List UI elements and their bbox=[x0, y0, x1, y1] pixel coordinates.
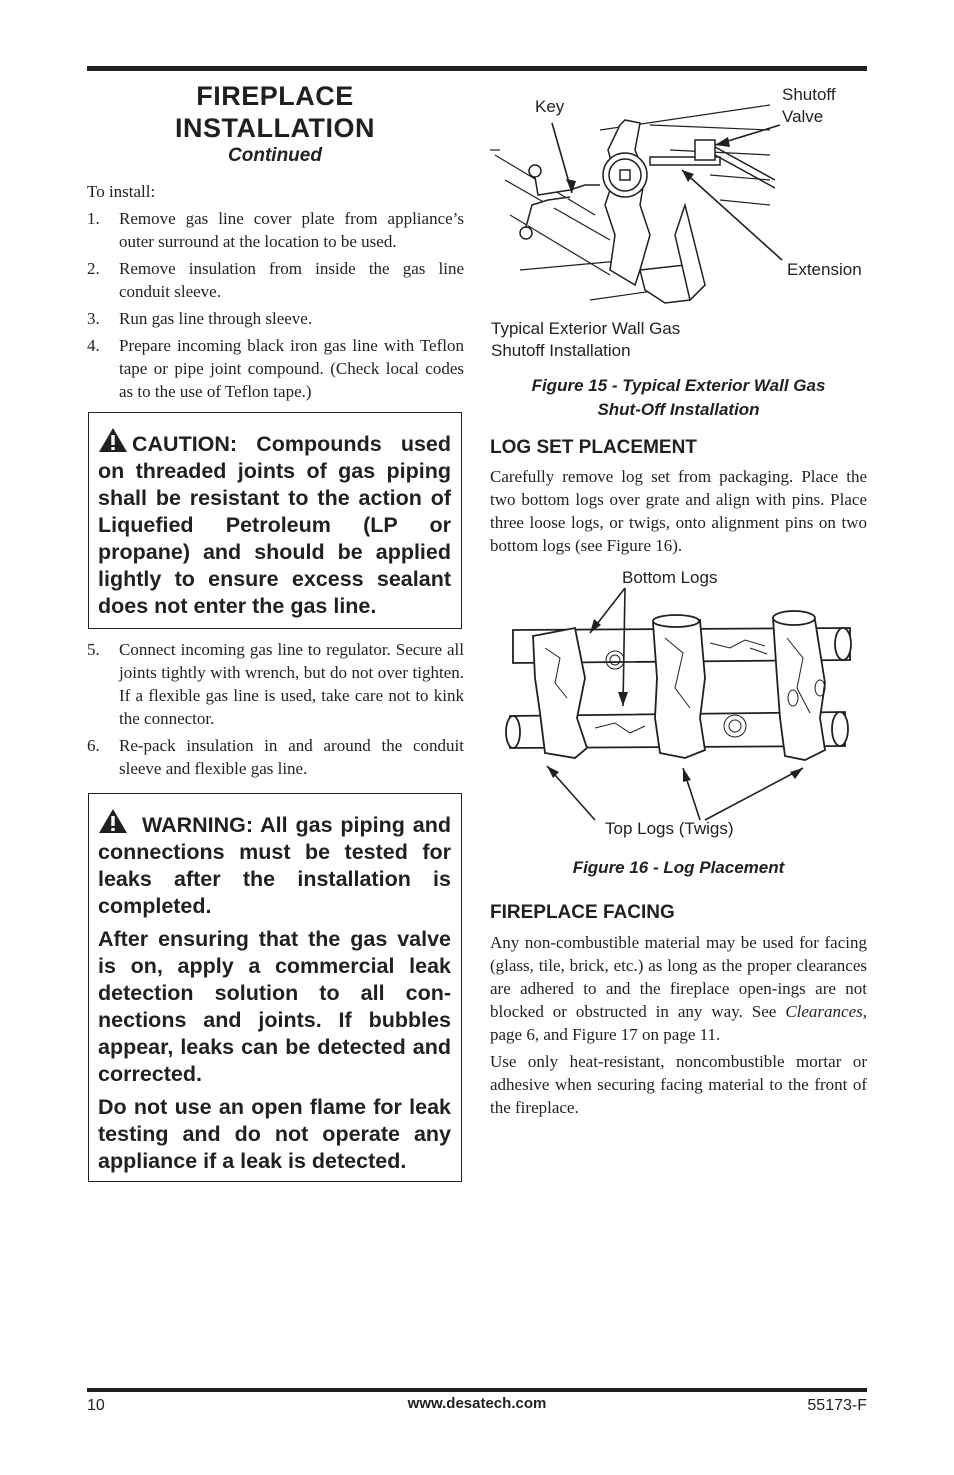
warning-text-2: After ensuring that the gas valve is on, apply a commercial leak detection solution to all con-nections and joints. If bubbles appear, leaks can be detected and corrected. bbox=[98, 927, 451, 1086]
install-steps-part1 bbox=[87, 207, 464, 407]
list-item: 2. Remove insulation from inside the gas line conduit sleeve. bbox=[87, 259, 464, 301]
log-set-text: Carefully remove log set from packaging. Place the two bottom logs over grate and align with pins. Place three loose logs, or twigs, onto alignment pins on two bottom logs (see Figure 16). bbox=[490, 467, 867, 555]
bottom-logs-label: Bottom Logs bbox=[622, 568, 718, 587]
warning-text-3: Do not use an open flame for leak testing and do not operate any appliance if a leak is detected. bbox=[98, 1095, 451, 1173]
fireplace-facing-heading: FIREPLACE FACING bbox=[490, 902, 675, 923]
extension-label: Extension bbox=[787, 260, 862, 279]
bottom-rule bbox=[87, 1388, 867, 1392]
warning-box bbox=[88, 793, 462, 1182]
figure-15-caption: Figure 15 - Typical Exterior Wall Gas Shut-Off Installation bbox=[531, 376, 826, 419]
top-rule bbox=[87, 66, 867, 71]
figure-16-illustration bbox=[505, 588, 855, 813]
facing-text-1: Any non-combustible material may be used for facing (glass, tile, brick, etc.) as long as the proper clearances are adhered to and the fireplace open-ings are not blocked or obstructed in any way. See Clearances, page 6, and Figure 17 on page 11. bbox=[490, 933, 867, 1044]
section-title: FIREPLACE INSTALLATION bbox=[175, 81, 375, 143]
facing-text-2: Use only heat-resistant, noncombustible mortar or adhesive when securing facing material to the front of the fireplace. bbox=[490, 1052, 867, 1117]
caution-text: CAUTION: Compounds used on threaded joints of gas piping shall be resistant to the action of Liquefied Petroleum (LP or propane) and should be applied lightly to ensure excess sealant does not enter the gas line. bbox=[98, 432, 451, 618]
list-item: 4. Prepare incoming black iron gas line with Teflon tape or pipe joint compound. (Check local codes as to the use of Teflon tape.) bbox=[87, 336, 464, 401]
warning-triangle-icon bbox=[98, 427, 128, 453]
warning-triangle-icon bbox=[98, 808, 128, 834]
list-item: 6. Re-pack insulation in and around the conduit sleeve and flexible gas line. bbox=[87, 736, 464, 778]
list-item: 1. Remove gas line cover plate from appliance’s outer surround at the location to be used. bbox=[87, 209, 464, 251]
log-set-heading: LOG SET PLACEMENT bbox=[490, 437, 697, 458]
top-logs-label: Top Logs (Twigs) bbox=[605, 819, 734, 838]
list-item: 3. Run gas line through sleeve. bbox=[87, 309, 313, 328]
key-label: Key bbox=[535, 97, 565, 116]
caution-box bbox=[88, 412, 462, 629]
list-item: 5. Connect incoming gas line to regulator. Secure all joints tightly with wrench, but do not over tighten. If a flexible gas line is used, take care not to kink the connector. bbox=[87, 640, 464, 728]
install-steps-part2 bbox=[87, 638, 464, 784]
document-number: 55173-F bbox=[807, 1397, 867, 1414]
shutoff-valve-label: Shutoff Valve bbox=[782, 85, 836, 126]
website-link[interactable]: www.desatech.com bbox=[407, 1395, 547, 1412]
section-subtitle: Continued bbox=[228, 145, 322, 166]
install-intro: To install: bbox=[87, 182, 156, 201]
page-number: 10 bbox=[87, 1397, 105, 1414]
warning-text-1: WARNING: All gas piping and connections must be tested for leaks after the installation is completed. bbox=[98, 813, 451, 918]
figure-16-caption: Figure 16 - Log Placement bbox=[572, 858, 785, 877]
typical-installation-label: Typical Exterior Wall Gas Shutoff Installation bbox=[491, 319, 681, 360]
